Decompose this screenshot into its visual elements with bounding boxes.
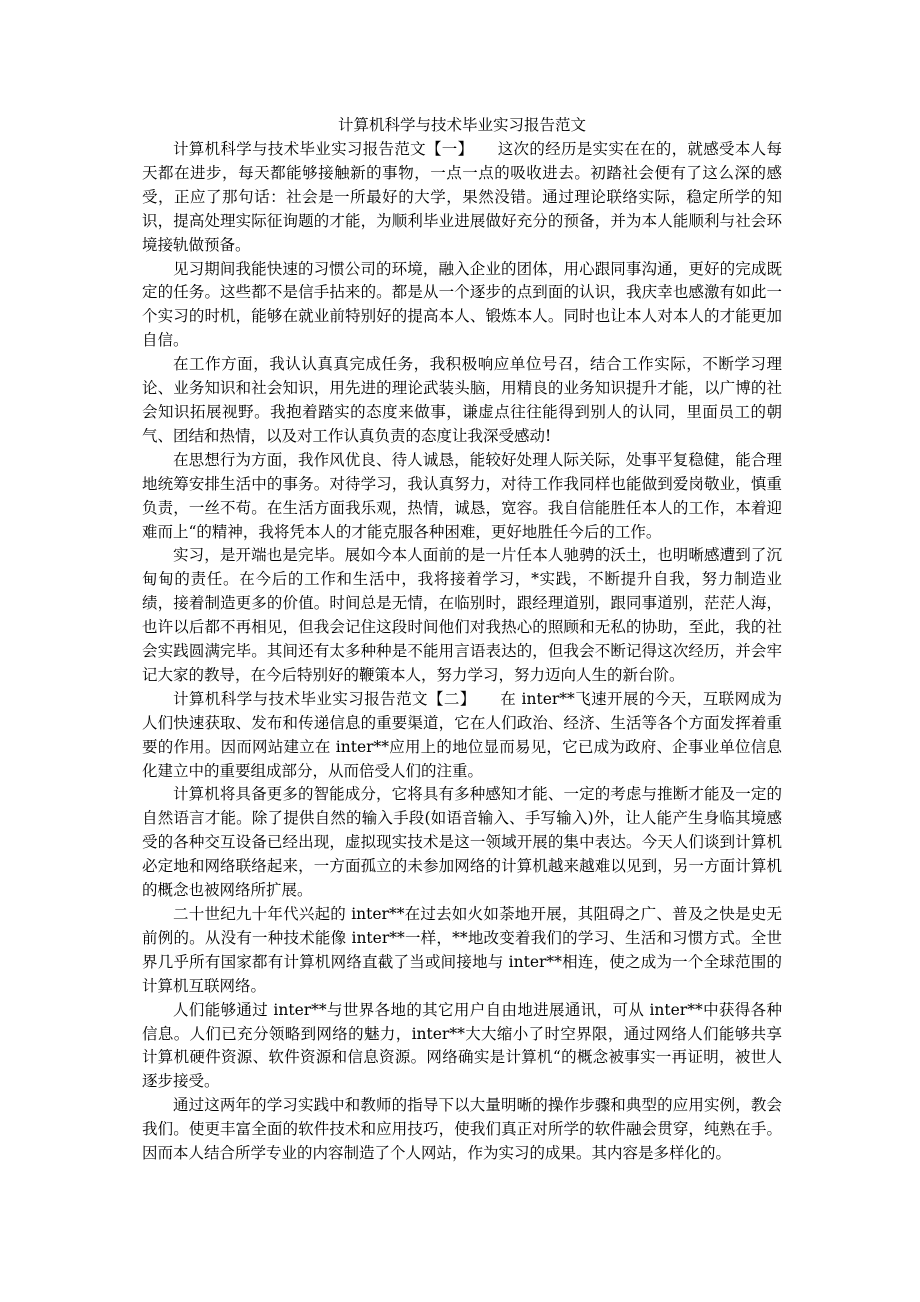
paragraph-5 <box>142 544 782 687</box>
paragraph-text: 实习，是开端也是完毕。展如今本人面前的是一片任本人驰骋的沃土，也明晰感遭到了沉甸甸的责任。在今后的工作和生活中，我将接着学习，*实践，不断提升自我，努力制造业绩，接着制造更多的价值。时间总是无情，在临别时，跟经理道别，跟同事道别，茫茫人海，也许以后都不再相见，但我会记住这段时间他们对我热心的照顾和无私的协助，至此，我的社会实践圆满完毕。其间还有太多种种是不能用言语表达的，但我会不断记得这次经历，并会牢记大家的教导，在今后特别好的鞭策本人，努力学习，努力迈向人生的新台阶。 <box>142 546 782 684</box>
document-page <box>142 112 782 1166</box>
paragraph-1 <box>142 138 782 258</box>
paragraph-text: 在工作方面，我认认真真完成任务，我积极响应单位号召，结合工作实际，不断学习理论、业务知识和社会知识，用先进的理论武装头脑，用精良的业务知识提升才能，以广博的社会知识拓展视野。我抱着踏实的态度来做事，谦虚点往往能得到别人的认同，里面员工的朝气、团结和热情，以及对工作认真负责的态度让我深受感动! <box>142 355 782 445</box>
paragraph-text: 见习期间我能快速的习惯公司的环境，融入企业的团体，用心跟同事沟通，更好的完成既定的任务。这些都不是信手拈来的。都是从一个逐步的点到面的认识，我庆幸也感激有如此一个实习的时机，能够在就业前特别好的提高本人、锻炼本人。同时也让本人对本人的才能更加自信。 <box>142 259 782 350</box>
paragraph-6 <box>142 688 782 784</box>
paragraph-text: 通过这两年的学习实践中和教师的指导下以大量明晰的操作步骤和典型的应用实例，教会我们。使更丰富全面的软件技术和应用技巧，使我们真正对所学的软件融会贯穿，纯熟在手。因而本人结合所学专业的内容制造了个人网站，作为实习的成果。其内容是多样化的。 <box>142 1096 782 1163</box>
paragraph-text: 人们能够通过 inter**与世界各地的其它用户自由地进展通讯，可从 inter**中获得各种信息。人们已充分领略到网络的魅力，inter**大大缩小了时空界限，通过网络人们能够共享计算机硬件资源、软件资源和信息资源。网络确实是计算机“的概念被事实一再证明，被世人逐步接受。 <box>142 1000 782 1091</box>
section-heading-2: 计算机科学与技术毕业实习报告范文【二】 <box>173 689 476 708</box>
paragraph-text: 在思想行为方面，我作风优良、待人诚恳，能较好处理人际关际，处事平复稳健，能合理地统筹安排生活中的事务。对待学习，我认真努力，对待工作我同样也能做到爱岗敬业，慎重负责，一丝不苟。在生活方面我乐观，热情，诚恳，宽容。我自信能胜任本人的工作，本着迎难而上“的精神，我将凭本人的才能克服各种困难，更好地胜任今后的工作。 <box>142 450 782 541</box>
paragraph-7 <box>142 783 782 903</box>
paragraph-text: 计算机将具备更多的智能成分，它将具有多种感知才能、一定的考虑与推断才能及一定的自然语言才能。除了提供自然的输入手段(如语音输入、手写输入)外，让人能产生身临其境感受的各种交互设备已经出现，虚拟现实技术是这一领域开展的集中表达。今天人们谈到计算机必定地和网络联络起来，一方面孤立的未参加网络的计算机越来越难以见到，另一方面计算机的概念也被网络所扩展。 <box>142 785 782 900</box>
paragraph-8 <box>142 903 782 999</box>
paragraph-2 <box>142 258 782 354</box>
paragraph-9 <box>142 999 782 1095</box>
paragraph-4 <box>142 449 782 545</box>
section-heading-1: 计算机科学与技术毕业实习报告范文【一】 <box>173 140 474 158</box>
paragraph-text: 这次的经历是实实在在的，就感受本人每天都在进步，每天都能够接触新的事物，一点一点的吸收进去。初踏社会便有了这么深的感受，正应了那句话：社会是一所最好的大学，果然没错。通过理论联络实际，稳定所学的知识，提高处理实际征询题的才能，为顺利毕业进展做好充分的预备，并为本人能顺利与社会环境接轨做预备。 <box>142 140 782 254</box>
paragraph-text: 在 inter**飞速开展的今天，互联网成为人们快速获取、发布和传递信息的重要渠道，它在人们政治、经济、生活等各个方面发挥着重要的作用。因而网站建立在 inter**应用上的地位显而易见，它已成为政府、企事业单位信息化建立中的重要组成部分，从而倍受人们的注重。 <box>142 689 782 780</box>
paragraph-10 <box>142 1094 782 1166</box>
document-title: 计算机科学与技术毕业实习报告范文 <box>337 116 586 134</box>
paragraph-3 <box>142 353 782 449</box>
paragraph-text: 二十世纪九十年代兴起的 inter**在过去如火如荼地开展，其阻碍之广、普及之快是史无前例的。从没有一种技术能像 inter**一样，**地改变着我们的学习、生活和习惯方式。全世界几乎所有国家都有计算机网络直截了当或间接地与 inter**相连，使之成为一个全球范围的计算机互联网络。 <box>142 905 782 995</box>
